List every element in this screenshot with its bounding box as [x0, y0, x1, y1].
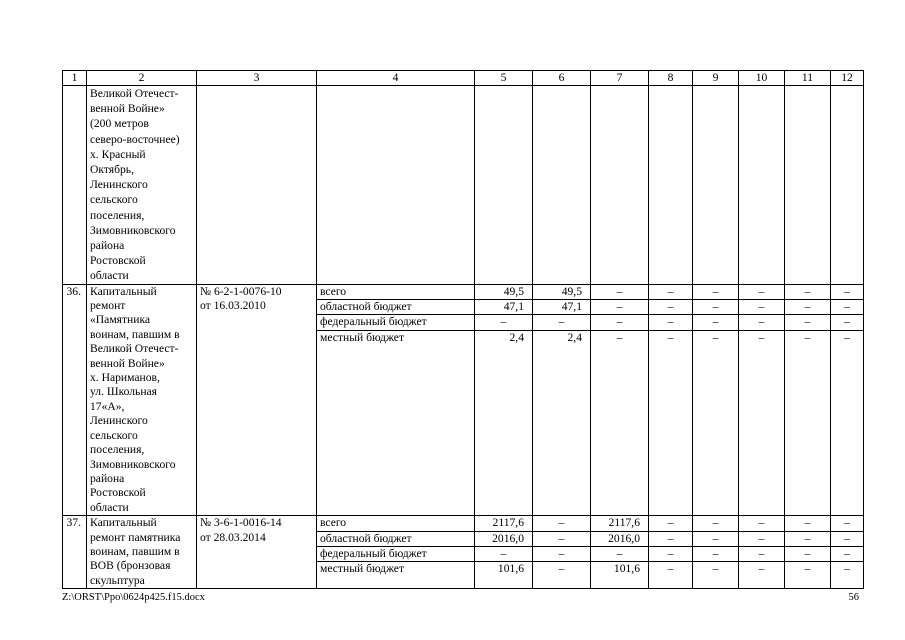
- col-header: 8: [649, 71, 693, 86]
- value-cell: –: [785, 330, 831, 515]
- funding-source: всего: [317, 284, 475, 299]
- value-cell: –: [739, 516, 785, 531]
- funding-source: областной бюджет: [317, 531, 475, 546]
- value-cell: 2016,0: [591, 531, 649, 546]
- value-cell: –: [591, 284, 649, 299]
- row-number: 36.: [63, 284, 87, 516]
- value-cell: –: [693, 531, 739, 546]
- col-header: 9: [693, 71, 739, 86]
- col-header: 12: [831, 71, 864, 86]
- value-cell: –: [591, 330, 649, 515]
- value-cell: –: [739, 300, 785, 315]
- table-row: [63, 284, 864, 299]
- col-header: 2: [87, 71, 197, 86]
- funding-source: федеральный бюджет: [317, 546, 475, 561]
- page-number: 56: [848, 592, 859, 603]
- value-cell: –: [693, 330, 739, 515]
- value-cell: –: [649, 531, 693, 546]
- value-cell: –: [831, 546, 864, 561]
- value-cell: 2117,6: [591, 516, 649, 531]
- value-cell: –: [739, 531, 785, 546]
- value-cell: –: [739, 315, 785, 330]
- value-cell: –: [693, 562, 739, 589]
- value-cell: –: [831, 516, 864, 531]
- object-name: Капитальный ремонт «Памятника воинам, павшим в Великой Отечест- венной Войне» х. Нариманов, ул. Школьная 17«А», Ленинского сельского поселения, Зимовниковского района Ростовской области: [87, 284, 197, 516]
- value-cell: –: [739, 562, 785, 589]
- col-header: 11: [785, 71, 831, 86]
- value-cell: –: [831, 562, 864, 589]
- value-cell: –: [785, 300, 831, 315]
- value-cell: –: [591, 315, 649, 330]
- value-cell: –: [533, 315, 591, 330]
- value-cell: –: [649, 284, 693, 299]
- value-cell: –: [831, 315, 864, 330]
- object-name: Великой Отечест- венной Войне» (200 метров северо-восточнее) х. Красный Октябрь, Ленинского сельского поселения, Зимовниковского района Ростовской области: [87, 86, 197, 285]
- value-cell: 2,4: [533, 330, 591, 515]
- value-cell: –: [831, 300, 864, 315]
- funding-source: федеральный бюджет: [317, 315, 475, 330]
- value-cell: –: [693, 546, 739, 561]
- value-cell: –: [475, 315, 533, 330]
- col-header: 1: [63, 71, 87, 86]
- value-cell: –: [785, 315, 831, 330]
- document-number: № 6-2-1-0076-10 от 16.03.2010: [197, 284, 317, 516]
- value-cell: –: [649, 330, 693, 515]
- value-cell: 101,6: [591, 562, 649, 589]
- value-cell: –: [591, 546, 649, 561]
- value-cell: –: [649, 300, 693, 315]
- value-cell: –: [831, 284, 864, 299]
- value-cell: –: [533, 531, 591, 546]
- object-name: Капитальный ремонт памятника воинам, павшим в ВОВ (бронзовая скульптура: [87, 516, 197, 589]
- col-header: 7: [591, 71, 649, 86]
- value-cell: –: [831, 531, 864, 546]
- value-cell: –: [739, 546, 785, 561]
- row-number: 37.: [63, 516, 87, 589]
- funding-source: областной бюджет: [317, 300, 475, 315]
- value-cell: –: [649, 562, 693, 589]
- col-header: 4: [317, 71, 475, 86]
- value-cell: –: [591, 300, 649, 315]
- column-number-row: [63, 71, 864, 86]
- col-header: 3: [197, 71, 317, 86]
- value-cell: –: [785, 562, 831, 589]
- value-cell: –: [739, 330, 785, 515]
- value-cell: –: [533, 546, 591, 561]
- document-number: № 3-6-1-0016-14 от 28.03.2014: [197, 516, 317, 589]
- value-cell: –: [693, 284, 739, 299]
- value-cell: –: [649, 546, 693, 561]
- value-cell: 47,1: [475, 300, 533, 315]
- funding-source: местный бюджет: [317, 562, 475, 589]
- value-cell: 2,4: [475, 330, 533, 515]
- col-header: 5: [475, 71, 533, 86]
- value-cell: –: [533, 516, 591, 531]
- file-path: Z:\ORST\Ppo\0624p425.f15.docx: [62, 592, 205, 603]
- value-cell: 101,6: [475, 562, 533, 589]
- value-cell: –: [739, 284, 785, 299]
- value-cell: –: [475, 546, 533, 561]
- value-cell: –: [649, 315, 693, 330]
- value-cell: 2016,0: [475, 531, 533, 546]
- value-cell: –: [785, 531, 831, 546]
- table-row: [63, 86, 864, 285]
- data-table: [62, 70, 864, 589]
- col-header: 6: [533, 71, 591, 86]
- value-cell: 49,5: [533, 284, 591, 299]
- value-cell: –: [649, 516, 693, 531]
- value-cell: –: [785, 516, 831, 531]
- funding-source: местный бюджет: [317, 330, 475, 515]
- value-cell: –: [785, 546, 831, 561]
- value-cell: –: [693, 300, 739, 315]
- value-cell: –: [785, 284, 831, 299]
- value-cell: –: [693, 315, 739, 330]
- value-cell: 49,5: [475, 284, 533, 299]
- col-header: 10: [739, 71, 785, 86]
- value-cell: –: [693, 516, 739, 531]
- value-cell: –: [533, 562, 591, 589]
- funding-source: всего: [317, 516, 475, 531]
- table-row: [63, 516, 864, 531]
- value-cell: 47,1: [533, 300, 591, 315]
- value-cell: 2117,6: [475, 516, 533, 531]
- value-cell: –: [831, 330, 864, 515]
